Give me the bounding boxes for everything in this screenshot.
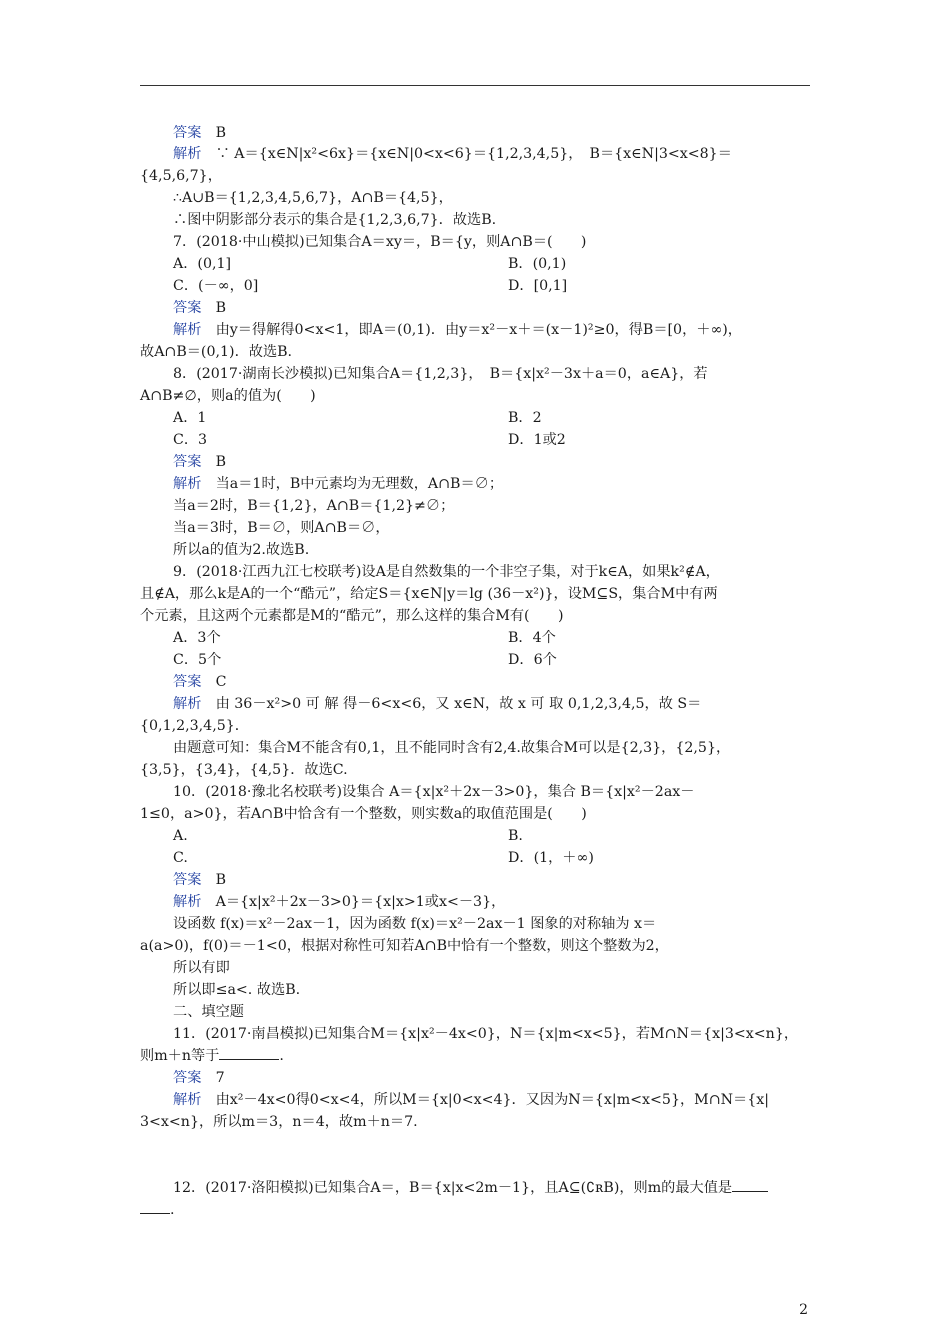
question-12: 12．(2017·洛阳模拟)已知集合A＝，B＝{x|x<2m－1}，且A⊆(∁ʀB)，则m的最大值是: [173, 1178, 768, 1198]
text-line: {3,5}，{3,4}，{4,5}．故选C.: [140, 762, 348, 778]
text-line: 1≤0，a>0}，若A∩B中恰含有一个整数，则实数a的取值范围是( ): [140, 806, 587, 822]
analysis-line: 解析 当a＝1时，B中元素均为无理数，A∩B＝∅；: [173, 476, 504, 492]
text-line: 则m＋n等于 .: [140, 1048, 284, 1064]
option-d: D．[0,1]: [508, 278, 568, 294]
text-line: 3<x<n}，所以m＝3，n＝4，故m＋n＝7.: [140, 1114, 418, 1130]
text-line: 个元素，且这两个元素都是M的“酷元”，那么这样的集合M有( ): [140, 608, 564, 624]
answer-line: 答案 7: [173, 1070, 225, 1086]
answer-line: 答案 B: [173, 454, 227, 470]
option-c: C.: [173, 850, 188, 866]
option-d: D．(1，＋∞): [508, 850, 594, 866]
text-line: ∴A∪B＝{1,2,3,4,5,6,7}，A∩B＝{4,5}，: [173, 190, 453, 206]
analysis-line: 解析 由y＝得解得0<x<1，即A＝(0,1)．由y＝x²－x＋＝(x－1)²≥0，得B＝[0，＋∞)，: [173, 322, 742, 338]
option-b: B．4个: [508, 630, 556, 646]
analysis-label: 解析: [173, 1092, 202, 1108]
text-line: A∩B≠∅，则a的值为( ): [140, 388, 316, 404]
option-a: A．3个: [173, 630, 221, 646]
header-rule: [140, 85, 810, 86]
option-b: B．(0,1): [508, 256, 567, 272]
text-line: 当a＝3时，B＝∅，则A∩B＝∅，: [173, 520, 390, 536]
analysis-line: 解析 由x²－4x<0得0<x<4，所以M＝{x|0<x<4}．又因为N＝{x|m<x<5}，M∩N＝{x|: [173, 1092, 769, 1108]
answer-label: 答案: [173, 872, 202, 888]
answer-label: 答案: [173, 454, 202, 470]
option-b: B.: [508, 828, 523, 844]
text-line: 所以a的值为2.故选B.: [173, 542, 310, 558]
analysis-label: 解析: [173, 894, 202, 910]
option-a: A．(0,1]: [173, 256, 232, 272]
text-line: 由题意可知：集合M不能含有0,1，且不能同时含有2,4.故集合M可以是{2,3}，{2,5}，: [173, 740, 731, 756]
answer-blank: [140, 1201, 170, 1214]
analysis-line: 解析 A＝{x|x²＋2x－3>0}＝{x|x>1或x<－3}，: [173, 894, 506, 910]
answer-line: 答案 B: [173, 872, 227, 888]
option-c: C．(－∞，0]: [173, 278, 259, 294]
question-8: 8．(2017·湖南长沙模拟)已知集合A＝{1,2,3}， B＝{x|x²－3x＋a＝0，a∈A}，若: [173, 366, 708, 382]
text-line: 所以有即: [173, 960, 230, 976]
answer-label: 答案: [173, 300, 202, 316]
text-line: 且∉A，那么k是A的一个“酷元”，给定S＝{x∈N|y＝lg (36－x²)}，设M⊆S，集合M中有两: [140, 586, 718, 602]
answer-line: 答案 C: [173, 674, 227, 690]
text-line: {0,1,2,3,4,5}．: [140, 718, 249, 734]
answer-label: 答案: [173, 1070, 202, 1086]
question-11: 11．(2017·南昌模拟)已知集合M＝{x|x²－4x<0}，N＝{x|m<x<5}，若M∩N＝{x|3<x<n}，: [173, 1026, 799, 1042]
option-d: D．1或2: [508, 432, 566, 448]
text-line: ∴图中阴影部分表示的集合是{1,2,3,6,7}．故选B.: [173, 212, 497, 228]
text-line: 所以即≤a<. 故选B.: [173, 982, 301, 998]
option-d: D．6个: [508, 652, 557, 668]
page-number: 2: [799, 1302, 808, 1318]
question-10: 10．(2018·豫北名校联考)设集合 A＝{x|x²＋2x－3>0}，集合 B＝{x|x²－2ax－: [173, 784, 695, 800]
analysis-line: 解析 ∵ A＝{x∈N|x²<6x}＝{x∈N|0<x<6}＝{1,2,3,4,5}， B＝{x∈N|3<x<8}＝: [173, 146, 732, 162]
text-line: a(a>0)，f(0)＝－1<0，根据对称性可知若A∩B中恰有一个整数，则这个整数为2，: [140, 938, 669, 954]
answer-label: 答案: [173, 125, 202, 141]
option-a: A．1: [173, 410, 207, 426]
analysis-line: 解析 由 36－x²>0 可 解 得－6<x<6，又 x∈N，故 x 可 取 0,1,2,3,4,5，故 S＝: [173, 696, 702, 712]
text-line: 故A∩B＝(0,1)．故选B.: [140, 344, 293, 360]
option-c: C．5个: [173, 652, 222, 668]
answer-blank: [219, 1047, 279, 1060]
answer-label: 答案: [173, 674, 202, 690]
analysis-label: 解析: [173, 476, 202, 492]
option-c: C．3: [173, 432, 208, 448]
text-line: 当a＝2时，B＝{1,2}，A∩B＝{1,2}≠∅；: [173, 498, 455, 514]
question-9: 9．(2018·江西九江七校联考)设A是自然数集的一个非空子集，对于k∈A，如果k²∉A，: [173, 564, 720, 580]
question-7: 7．(2018·中山模拟)已知集合A＝xy＝，B＝{y，则A∩B＝( ): [173, 234, 587, 250]
analysis-label: 解析: [173, 322, 202, 338]
answer-line: 答案 B: [173, 300, 227, 316]
option-a: A.: [173, 828, 188, 844]
section-heading: 二、填空题: [173, 1004, 244, 1020]
analysis-label: 解析: [173, 696, 202, 712]
answer-line: 答案 B: [173, 125, 227, 141]
option-b: B．2: [508, 410, 542, 426]
analysis-label: 解析: [173, 146, 202, 162]
text-line: 设函数 f(x)＝x²－2ax－1，因为函数 f(x)＝x²－2ax－1 图象的对称轴为 x＝: [173, 916, 657, 932]
text-line: {4,5,6,7}，: [140, 168, 222, 184]
answer-blank: [732, 1179, 768, 1192]
text-line: .: [140, 1200, 175, 1220]
